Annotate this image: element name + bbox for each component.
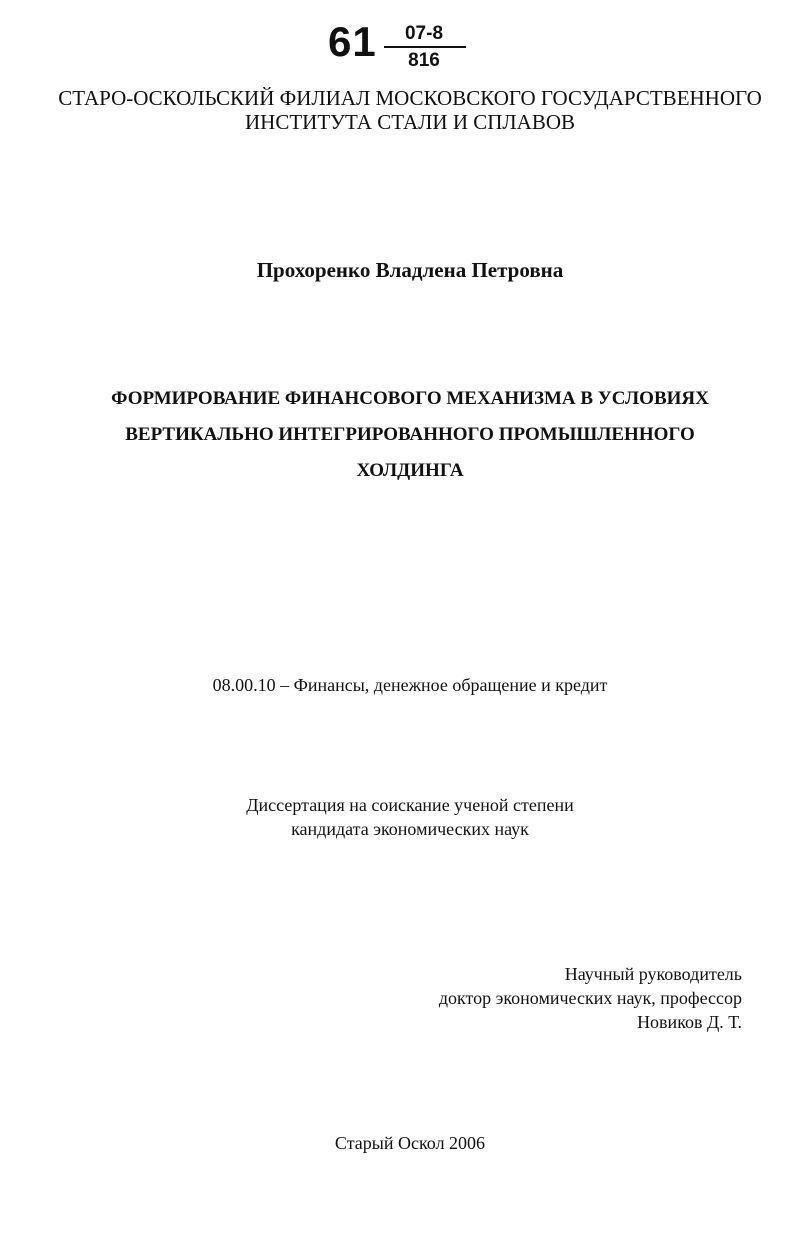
title-line: ХОЛДИНГА [356, 460, 464, 481]
supervisor-line: Научный руководитель [564, 964, 742, 984]
institution-name [40, 86, 780, 134]
institution-line: ИНСТИТУТА СТАЛИ И СПЛАВОВ [244, 110, 575, 134]
dissertation-title [40, 381, 780, 489]
title-line: ФОРМИРОВАНИЕ ФИНАНСОВОГО МЕХАНИЗМА В УСЛОВИЯХ [111, 388, 709, 409]
degree-statement [40, 793, 780, 841]
catalog-mark-denominator: 816 [408, 50, 440, 71]
catalog-mark [320, 16, 460, 76]
degree-line: Диссертация на соискание ученой степени [246, 795, 574, 815]
author-name: Прохоренко Владлена Петровна [256, 258, 564, 282]
institution-line: СТАРО-ОСКОЛЬСКИЙ ФИЛИАЛ МОСКОВСКОГО ГОСУДАРСТВЕННОГО [58, 86, 762, 110]
title-line: ВЕРТИКАЛЬНО ИНТЕГРИРОВАННОГО ПРОМЫШЛЕННОГО [125, 424, 695, 445]
specialty-code: 08.00.10 – Финансы, денежное обращение и кредит [212, 675, 608, 695]
degree-line: кандидата экономических наук [291, 819, 529, 839]
catalog-mark-fraction-line [384, 46, 466, 48]
catalog-mark-main: 61 [328, 18, 377, 65]
place-and-year: Старый Оскол 2006 [334, 1133, 486, 1153]
catalog-mark-numerator: 07-8 [404, 23, 444, 44]
supervisor-line: доктор экономических наук, профессор [438, 988, 742, 1008]
supervisor-line: Новиков Д. Т. [637, 1012, 742, 1032]
supervisor-block [330, 962, 742, 1034]
